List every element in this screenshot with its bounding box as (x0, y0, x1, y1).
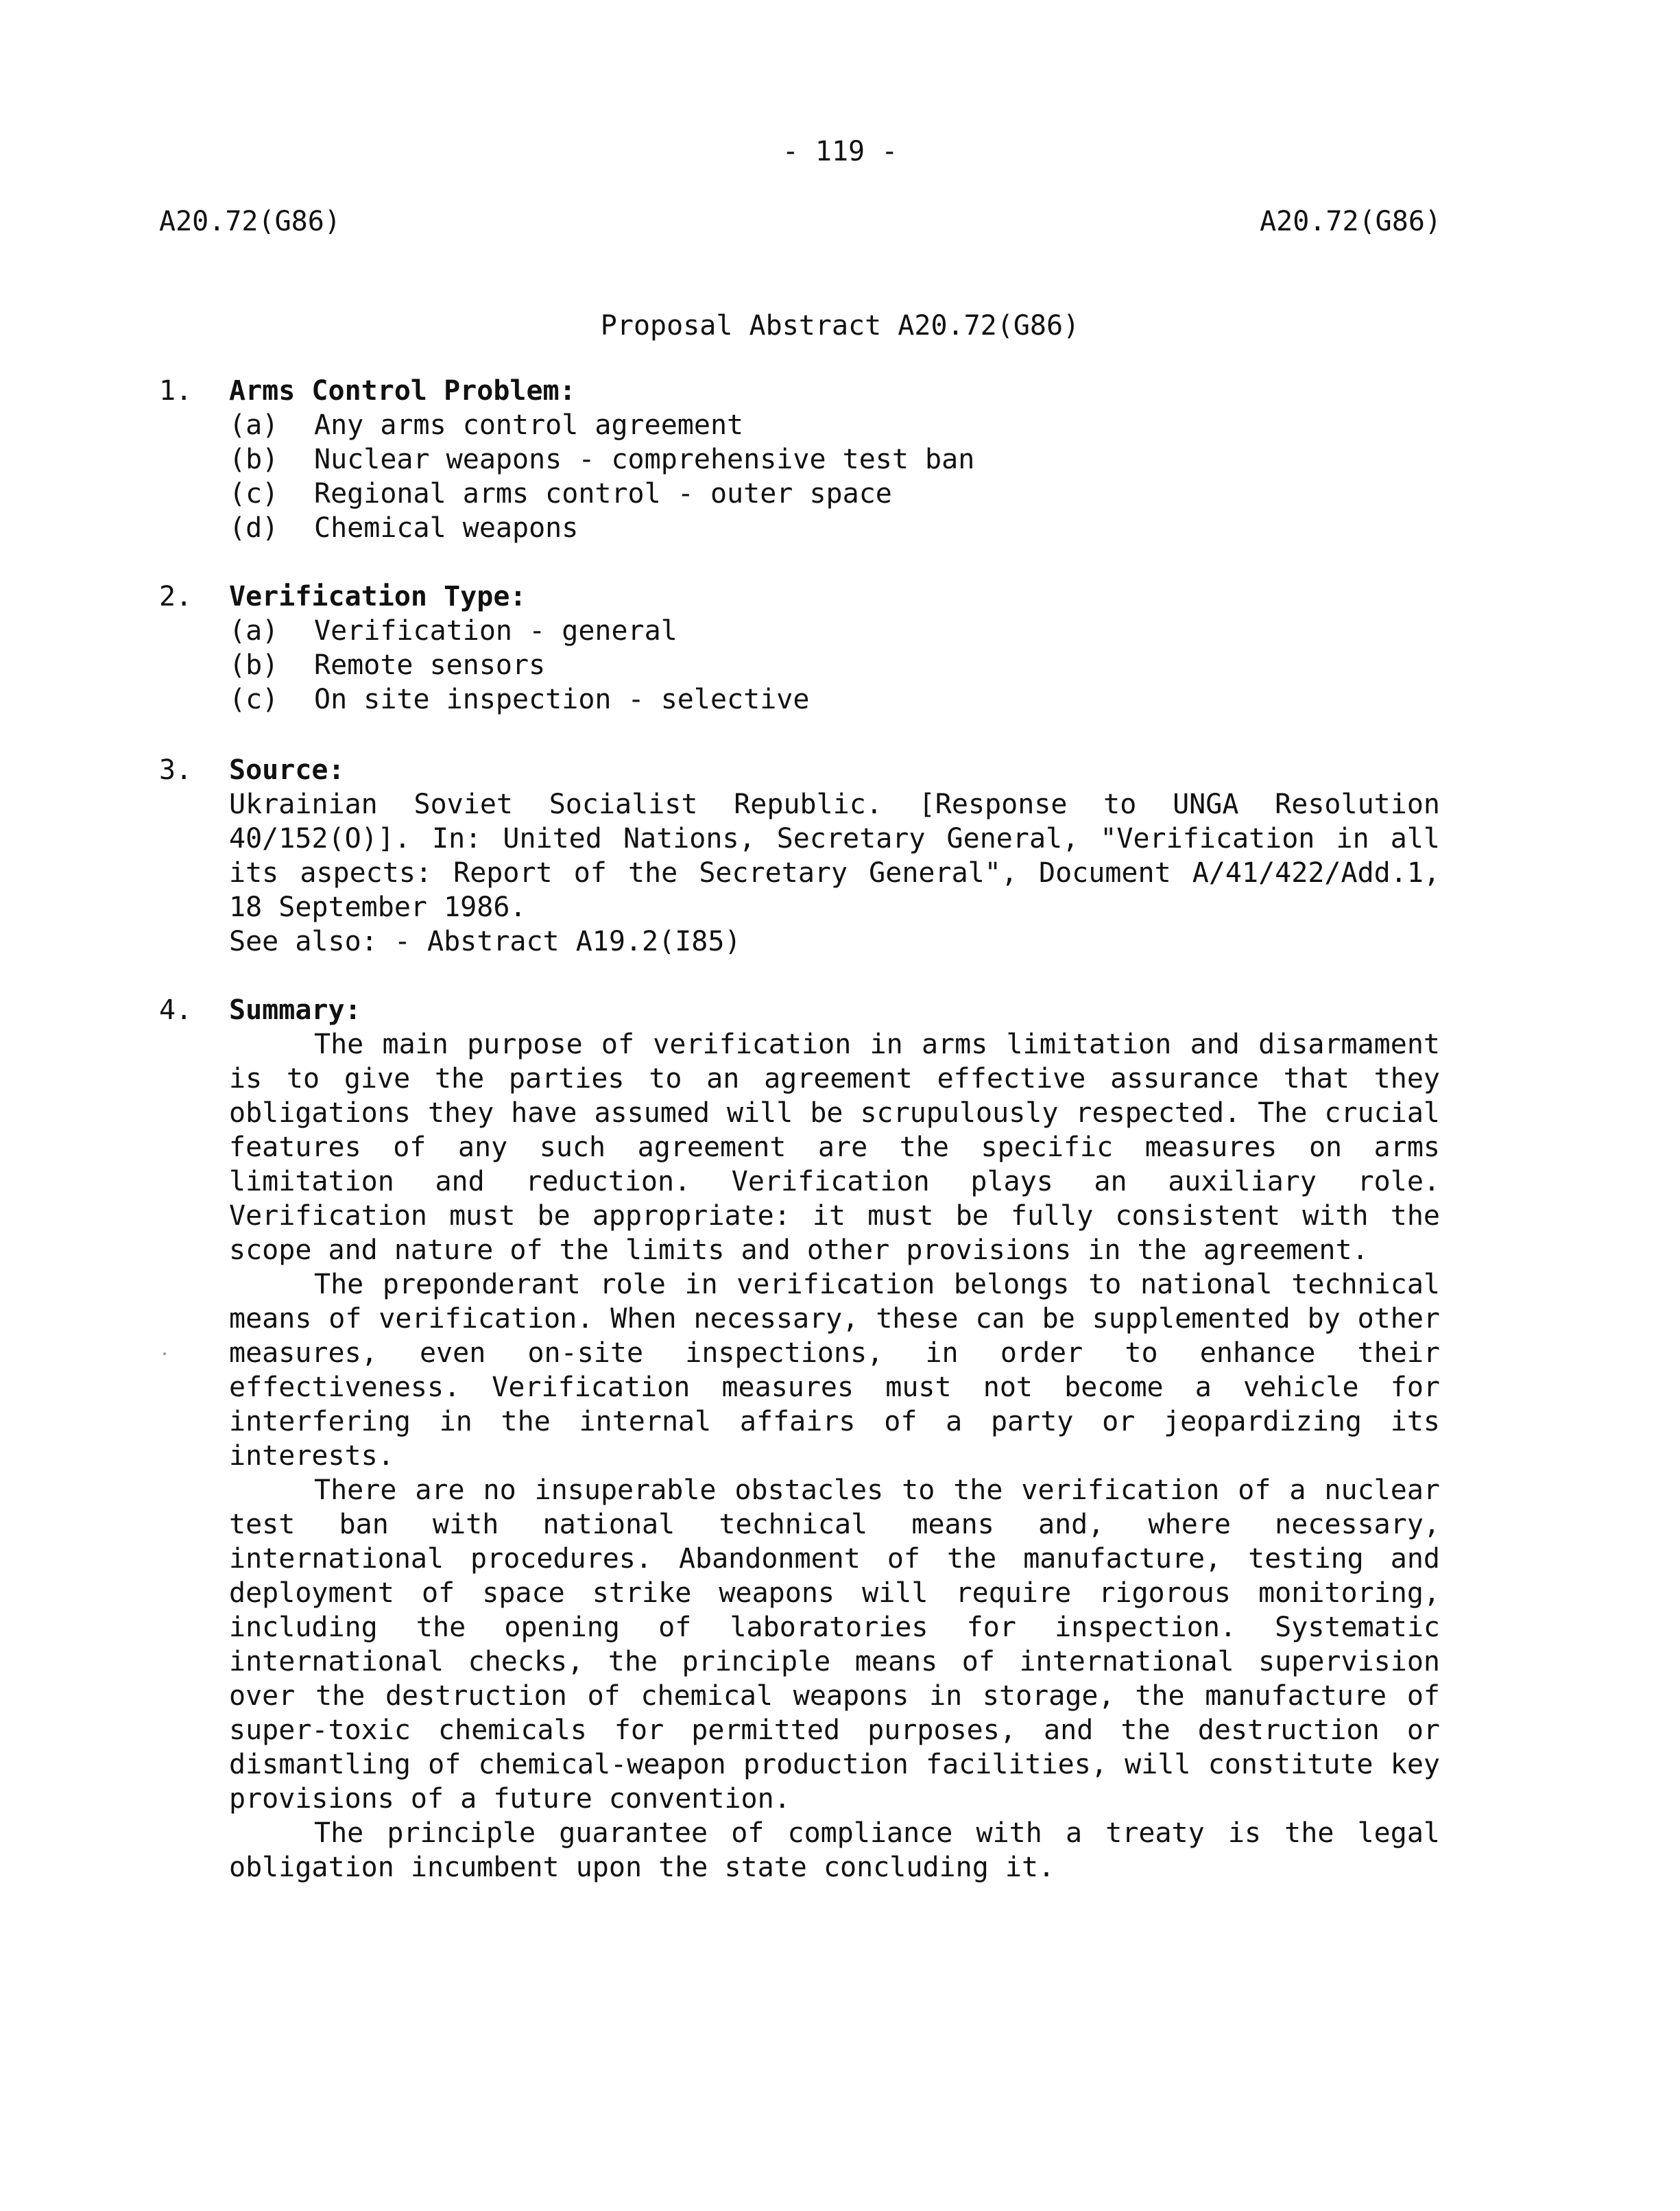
section-source (159, 753, 1441, 959)
item-letter: (c) (229, 684, 279, 715)
summary-paragraph: The preponderant role in verification belongs to national technical means of verification. When necessary, these can be supplemented by other measures, even on-site inspections, in order to enhance their effectiveness. Verification measures must not become a vehicle for interfering in the internal affairs of a party or jeopardizing its interests. (229, 1269, 1440, 1472)
section-arms-control-problem (159, 374, 1441, 545)
item-letter: (c) (229, 478, 279, 510)
list-item (159, 614, 1441, 648)
item-text: Chemical weapons (314, 512, 579, 544)
item-letter: (a) (229, 615, 279, 647)
summary-paragraph: There are no insuperable obstacles to the verification of a nuclear test ban with national technical means and, where necessary, international procedures. Abandonment of the manufacture, testing and deployment of space strike weapons will require rigorous monitoring, including the opening of laboratories for inspection. Systematic international checks, the principle means of international supervision over the destruction of chemical weapons in storage, the manufacture of super-toxic chemicals for permitted purposes, and the destruction or dismantling of chemical-weapon production facilities, will constitute key provisions of a future convention. (229, 1474, 1440, 1815)
item-text: Any arms control agreement (314, 409, 744, 441)
section-title: Source: (229, 754, 345, 786)
item-text: Nuclear weapons - comprehensive test ban (314, 444, 975, 475)
list-item (159, 408, 1441, 442)
item-text: Regional arms control - outer space (314, 478, 892, 510)
section-summary (159, 993, 1441, 1885)
list-item (159, 648, 1441, 682)
source-citation: Ukrainian Soviet Socialist Republic. [Response to UNGA Resolution 40/152(O)]. In: United Nations, Secretary General, "Verification in all its aspects: Report of the Secretary General", Document A/41/422/Add.1, 18 September 1986. (229, 789, 1440, 923)
doc-id-right: A20.72(G86) (1260, 206, 1441, 237)
item-letter: (a) (229, 409, 279, 441)
item-text: Verification - general (314, 615, 677, 647)
summary-paragraph: The principle guarantee of compliance with a treaty is the legal obligation incumbent upon the state concluding it. (229, 1817, 1440, 1883)
margin-speck (163, 1352, 166, 1355)
section-title: Verification Type: (229, 581, 527, 612)
item-letter: (b) (229, 444, 279, 475)
item-text: Remote sensors (314, 649, 546, 681)
list-item (159, 477, 1441, 511)
list-item (159, 682, 1441, 717)
abstract-title: Proposal Abstract A20.72(G86) (600, 310, 1080, 342)
item-letter: (d) (229, 512, 279, 544)
item-letter: (b) (229, 649, 279, 681)
list-item (159, 511, 1441, 545)
summary-paragraph: The main purpose of verification in arms limitation and disarmament is to give the parties to an agreement effective assurance that they obligations they have assumed will be scrupulously respected. The crucial features of any such agreement are the specific measures on arms limitation and reduction. Verification plays an auxiliary role. Verification must be appropriate: it must be fully consistent with the scope and nature of the limits and other provisions in the agreement. (229, 1029, 1440, 1266)
section-number: 2. (159, 581, 193, 612)
item-text: On site inspection - selective (314, 684, 810, 715)
doc-id-left: A20.72(G86) (159, 206, 341, 237)
see-also: See also: - Abstract A19.2(I85) (229, 926, 741, 957)
section-verification-type (159, 579, 1441, 717)
section-title: Arms Control Problem: (229, 375, 576, 407)
section-title: Summary: (229, 994, 361, 1026)
list-item (159, 442, 1441, 477)
section-number: 1. (159, 375, 193, 407)
page-number: - 119 - (782, 136, 898, 167)
section-number: 3. (159, 754, 193, 786)
section-number: 4. (159, 994, 193, 1026)
